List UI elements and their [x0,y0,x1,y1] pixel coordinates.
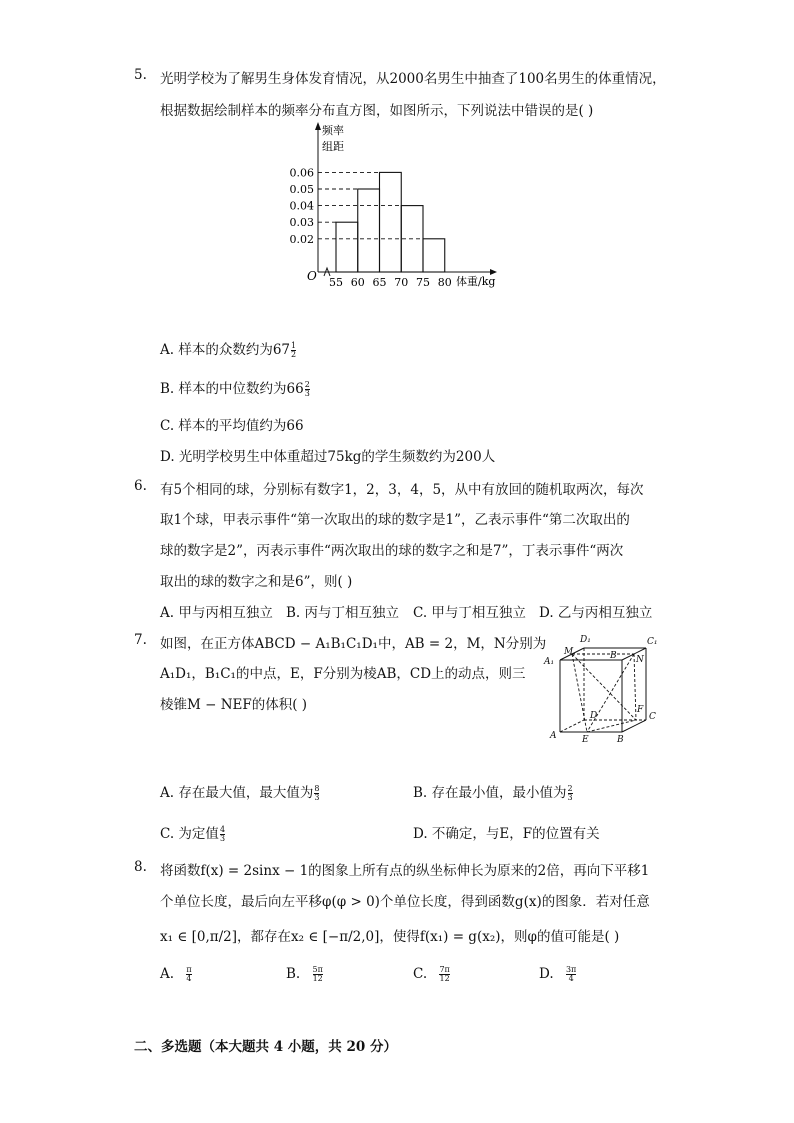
cube-figure [540,628,664,748]
q7-option-b-text: B. 存在最小值，最小值为 [413,785,567,801]
q7-stem-line2: A₁D₁，B₁C₁的中点，E，F分别为棱AB，CD上的动点，则三 [160,666,526,682]
cube-label-f: F [637,705,644,715]
x-tick-label: 80 [437,276,452,289]
q8-option-d-fraction: $\frac{3\pi}{4}$ [565,965,577,983]
histogram-bar [336,222,358,272]
q6-option-d[interactable]: D. 乙与丙相互独立 [539,605,653,621]
q5-option-c[interactable]: C. 样本的平均值约为66 [160,418,304,434]
q8-stem-line2: 个单位长度，最后向左平移φ(φ > 0)个单位长度，得到函数g(x)的图象．若对任意 [160,894,650,910]
y-tick-label: 0.04 [289,199,314,213]
q5-number: 5. [134,67,147,83]
q7-option-c-text: C. 为定值 [160,826,219,842]
x-tick-label: 70 [394,276,409,289]
q5-option-a[interactable] [160,338,296,359]
cube-label-b1: B [610,651,617,661]
x-tick-label: 75 [416,276,430,289]
q5-option-d[interactable]: D. 光明学校男生中体重超过75kg的学生频数约为200人 [160,449,496,465]
chart-xlabel: 体重/kg [456,275,496,288]
cube-label-e: E [582,735,589,745]
cube-label-c1: C₁ [647,637,658,647]
q5-option-b-fraction: $\frac{2}{3}$ [304,380,310,398]
q6-option-a[interactable]: A. 甲与丙相互独立 [160,605,273,621]
q5-option-b[interactable] [160,377,310,398]
y-axis-arrow [315,122,321,130]
q5-option-a-fraction: $\frac{1}{2}$ [291,341,297,359]
cube-label-a: A [550,731,557,741]
q8-option-d-label: D. [539,966,554,982]
q8-number: 8. [134,859,147,875]
q8-option-c-label: C. [413,966,428,982]
y-tick-label: 0.02 [289,232,314,246]
q7-stem-line1: 如图，在正方体ABCD − A₁B₁C₁D₁中，AB = 2，M，N分别为 [160,636,547,652]
chart-ylabel-bottom: 组距 [322,140,344,153]
q8-option-b-label: B. [286,966,301,982]
q7-option-a-fraction: $\frac{8}{3}$ [314,784,320,802]
cube-label-d: D [590,711,598,721]
q6-stem-line4: 取出的球的数字之和是6”，则( ) [160,574,353,590]
cube-label-d1: D₁ [580,635,591,645]
q7-option-c[interactable] [160,822,225,843]
q8-option-d[interactable] [539,966,576,983]
section-heading: 二、多选题（本大题共 4 小题，共 20 分） [134,1039,397,1055]
x-tick-label: 55 [329,276,343,289]
q7-stem-line3: 棱锥M − NEF的体积( ) [160,697,308,713]
q7-number: 7. [134,632,147,648]
q7-option-a-text: A. 存在最大值，最大值为 [160,785,314,801]
q8-option-c-fraction: $\frac{7\pi}{12}$ [439,965,450,983]
chart-origin-label: O [307,269,317,283]
y-tick-label: 0.06 [289,166,314,180]
q6-stem-line3: 球的数字是2”，丙表示事件“两次取出的球的数字之和是7”，丁表示事件“两次 [160,543,624,559]
y-tick-label: 0.05 [289,183,314,196]
q7-option-c-fraction: $\frac{4}{3}$ [219,825,226,843]
q8-option-a[interactable] [160,966,192,983]
x-tick-label: 65 [372,276,387,289]
q5-stem-line2: 根据数据绘制样本的频率分布直方图，如图所示，下列说法中错误的是( ) [160,103,594,119]
q6-option-c[interactable]: C. 甲与丁相互独立 [413,605,526,621]
q8-option-a-label: A. [160,966,175,982]
q5-option-a-text: A. 样本的众数约为67 [160,342,291,358]
histogram-bar [380,172,402,272]
q7-option-d[interactable]: D. 不确定，与E，F的位置有关 [413,826,600,842]
q8-stem-line1: 将函数f(x) = 2sinx − 1的图象上所有点的纵坐标伸长为原来的2倍，再向下平移1 [160,863,650,879]
cube-label-m: M [564,647,574,657]
histogram-bar [358,189,380,272]
histogram-chart [280,118,520,296]
q8-option-b[interactable] [286,966,323,983]
chart-ylabel-top: 频率 [322,124,344,137]
q6-stem-line2: 取1个球，甲表示事件“第一次取出的球的数字是1”，乙表示事件“第二次取出的 [160,512,630,528]
q7-option-a[interactable] [160,781,319,802]
q8-stem-line3: x₁ ∈ [0,π/2]，都存在x₂ ∈ [−π/2,0]，使得f(x₁) = g(x₂)，则φ的值可能是( ) [160,929,620,945]
q8-option-b-fraction: $\frac{5\pi}{12}$ [312,965,323,983]
cube-label-c: C [649,712,656,722]
cube-label-a1: A₁ [544,657,555,667]
cube-label-b: B [617,735,624,745]
q5-option-b-text: B. 样本的中位数约为66 [160,381,304,397]
histogram-bar [423,239,445,272]
y-tick-label: 0.03 [289,216,314,230]
q6-stem-line1: 有5个相同的球，分别标有数字1，2，3，4，5，从中有放回的随机取两次，每次 [160,482,644,498]
q7-option-b-fraction: $\frac{2}{3}$ [567,784,573,802]
q8-option-c[interactable] [413,966,450,983]
cube-label-n: N [636,655,644,665]
q5-stem-line1: 光明学校为了解男生身体发育情况，从2000名男生中抽查了100名男生的体重情况， [160,71,666,87]
x-tick-label: 60 [350,276,365,289]
q6-option-b[interactable]: B. 丙与丁相互独立 [286,605,400,621]
q8-option-a-fraction: $\frac{\pi}{4}$ [186,965,192,983]
q6-number: 6. [134,478,147,494]
q7-option-b[interactable] [413,781,573,802]
